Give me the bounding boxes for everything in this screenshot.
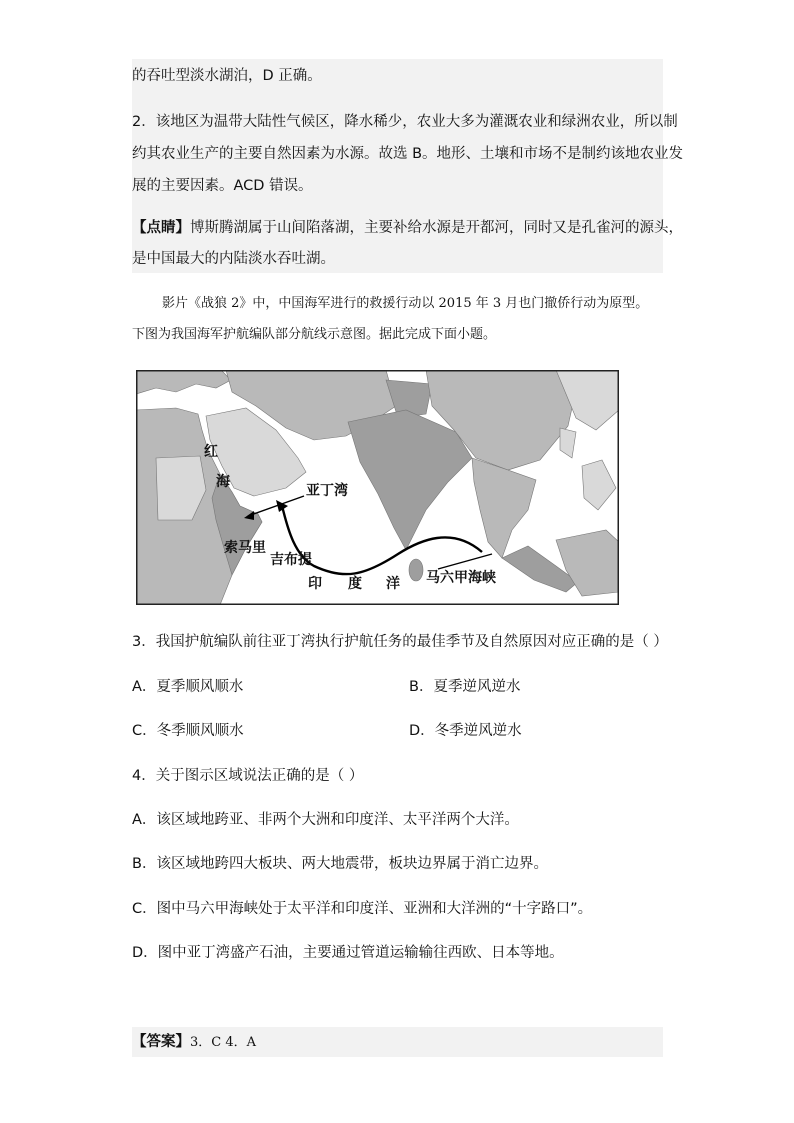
q4-option-a: A．该区域地跨亚、非两个大洲和印度洋、太平洋两个大洋。 [132, 812, 519, 828]
q3-stem: 3．我国护航编队前往亚丁湾执行护航任务的最佳季节及自然原因对应正确的是（ ） [132, 634, 668, 650]
indian-ocean-label-2: 度 [348, 576, 362, 592]
indian-ocean-label-3: 洋 [386, 576, 400, 592]
q3-option-a: A．夏季顺风顺水 [132, 679, 244, 695]
tip-line-1 [132, 218, 683, 238]
route-map [136, 370, 619, 605]
intro-line-1: 影片《战狼 2》中，中国海军进行的救援行动以 2015 年 3 月也门撤侨行动为原型。 [162, 296, 649, 311]
srilanka-land [409, 559, 423, 581]
indian-ocean-label-1: 印 [308, 576, 322, 592]
q3-option-d: D．冬季逆风逆水 [409, 723, 522, 739]
tip-text-1: 博斯腾湖属于山间陷落湖，主要补给水源是开都河，同时又是孔雀河的源头， [190, 220, 683, 236]
q4-option-d: D．图中亚丁湾盛产石油，主要通过管道运输输往西欧、日本等地。 [132, 945, 564, 961]
malacca-label: 马六甲海峡 [426, 570, 496, 586]
gulf-aden-label: 亚丁湾 [306, 483, 348, 499]
tip-line-2: 是中国最大的内陆淡水吞吐湖。 [132, 251, 335, 267]
q4-option-c: C．图中马六甲海峡处于太平洋和印度洋、亚洲和大洋洲的“十字路口”。 [132, 901, 593, 917]
q2-explanation-line-3: 展的主要因素。ACD 错误。 [132, 178, 313, 194]
red-sea-label-1: 红 [204, 444, 218, 460]
explanation-line-1: 的吞吐型淡水湖泊，D 正确。 [132, 68, 322, 84]
q4-stem: 4．关于图示区域说法正确的是（ ） [132, 768, 364, 784]
answer-line [132, 1032, 256, 1053]
tip-tag: 【点睛】 [132, 220, 190, 236]
q3-option-c: C．冬季顺风顺水 [132, 723, 244, 739]
djibouti-label: 吉布提 [270, 552, 312, 568]
explanation-block [132, 59, 663, 273]
intro-line-2: 下图为我国海军护航编队部分航线示意图。据此完成下面小题。 [132, 327, 497, 342]
somalia-label: 索马里 [224, 540, 266, 556]
red-sea-label-2: 海 [216, 474, 230, 490]
q2-explanation-line-2: 约其农业生产的主要自然因素为水源。故选 B。地形、土壤和市场不是制约该地农业发 [132, 146, 684, 162]
answer-tag: 【答案】 [132, 1034, 190, 1050]
q2-explanation-line-1: 2．该地区为温带大陆性气候区，降水稀少，农业大多为灌溉农业和绿洲农业，所以制 [132, 114, 678, 130]
q3-option-b: B．夏季逆风逆水 [409, 679, 521, 695]
q4-option-b: B．该区域地跨四大板块、两大地震带，板块边界属于消亡边界。 [132, 856, 548, 872]
answer-text: 3．C 4．A [190, 1035, 257, 1050]
